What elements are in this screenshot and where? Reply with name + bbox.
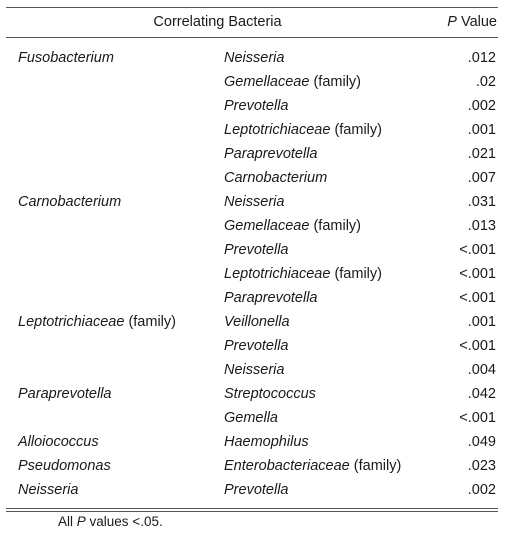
- correlating-bacteria-name: Gemella: [224, 410, 278, 426]
- bacterium-name: Leptotrichiaceae: [18, 314, 125, 330]
- correlating-bacteria-cell: [224, 94, 288, 118]
- bottom-rule-1: [6, 508, 498, 509]
- p-value-cell: <.001: [459, 266, 496, 282]
- correlating-bacteria-name: Gemellaceae: [224, 74, 310, 90]
- footnote-prefix: All: [58, 514, 77, 529]
- p-value-cell: .001: [467, 122, 496, 138]
- p-value-cell: .004: [467, 362, 496, 378]
- p-value-cell: .031: [467, 194, 496, 210]
- bacterium-cell: [18, 382, 112, 406]
- bottom-rule-2: [6, 511, 498, 512]
- bacterium-name: Paraprevotella: [18, 386, 112, 402]
- correlating-bacteria-name: Leptotrichiaceae: [224, 266, 331, 282]
- p-value-cell: .042: [467, 386, 496, 402]
- footnote: [58, 514, 163, 529]
- correlating-bacteria-name: Enterobacteriaceae: [224, 458, 350, 474]
- correlating-bacteria-name: Carnobacterium: [224, 170, 328, 186]
- bacterium-cell: [18, 310, 176, 334]
- p-value-cell: .012: [467, 50, 496, 66]
- p-value-cell: <.001: [459, 410, 496, 426]
- correlating-bacteria-cell: [224, 118, 382, 142]
- correlating-bacteria-cell: [224, 262, 382, 286]
- correlating-bacteria-suffix: (family): [349, 458, 402, 474]
- p-value-cell: <.001: [459, 290, 496, 306]
- p-value-cell: .013: [467, 218, 496, 234]
- table-row: [0, 406, 519, 430]
- correlating-bacteria-name: Prevotella: [224, 338, 289, 354]
- footnote-suffix: values <.05.: [85, 514, 163, 529]
- correlating-bacteria-name: Veillonella: [224, 314, 290, 330]
- table-row: [0, 94, 519, 118]
- table-row: [0, 478, 519, 502]
- header-p-value: [430, 14, 497, 30]
- table-row: [0, 358, 519, 382]
- table-row: [0, 262, 519, 286]
- correlating-bacteria-cell: [224, 238, 288, 262]
- table-row: [0, 70, 519, 94]
- correlating-bacteria-cell: [224, 46, 284, 70]
- correlating-bacteria-name: Prevotella: [224, 482, 289, 498]
- correlating-bacteria-cell: [224, 430, 309, 454]
- p-value-cell: .002: [467, 98, 496, 114]
- correlating-bacteria-suffix: (family): [330, 122, 382, 138]
- header-correlating-bacteria: Correlating Bacteria: [153, 14, 282, 30]
- p-value-cell: .02: [475, 74, 496, 90]
- correlating-bacteria-name: Streptococcus: [224, 386, 316, 402]
- correlating-bacteria-cell: [224, 478, 288, 502]
- bacterium-name: Pseudomonas: [18, 458, 111, 474]
- header-p-rest: Value: [456, 14, 497, 30]
- correlating-bacteria-cell: [224, 358, 284, 382]
- correlating-bacteria-name: Paraprevotella: [224, 290, 318, 306]
- top-rule: [6, 7, 498, 8]
- correlating-bacteria-cell: [224, 334, 288, 358]
- p-value-cell: <.001: [459, 242, 496, 258]
- table-row: [0, 310, 519, 334]
- correlating-bacteria-suffix: (family): [330, 266, 382, 282]
- table-body: [0, 46, 519, 502]
- correlating-bacteria-name: Prevotella: [224, 242, 289, 258]
- correlating-bacteria-suffix: (family): [309, 218, 361, 234]
- bacterium-suffix: (family): [124, 314, 176, 330]
- correlating-bacteria-cell: [224, 310, 290, 334]
- correlating-bacteria-cell: [224, 286, 318, 310]
- correlating-bacteria-cell: [224, 190, 284, 214]
- table-row: [0, 46, 519, 70]
- header-rule: [6, 37, 498, 38]
- bacterium-name: Neisseria: [18, 482, 79, 498]
- bacterium-name: Carnobacterium: [18, 194, 122, 210]
- correlating-bacteria-cell: [224, 454, 401, 478]
- bacterium-cell: [18, 454, 111, 478]
- table-row: [0, 214, 519, 238]
- p-value-cell: .007: [467, 170, 496, 186]
- bacterium-cell: [18, 430, 99, 454]
- p-value-cell: .023: [467, 458, 496, 474]
- correlating-bacteria-suffix: (family): [309, 74, 361, 90]
- footnote-p-italic: P: [76, 514, 86, 529]
- correlating-bacteria-cell: [224, 166, 327, 190]
- p-value-cell: .001: [467, 314, 496, 330]
- correlating-bacteria-cell: [224, 406, 278, 430]
- correlating-bacteria-name: Prevotella: [224, 98, 289, 114]
- bacterium-cell: [18, 190, 121, 214]
- table-row: [0, 286, 519, 310]
- bacterium-name: Alloiococcus: [18, 434, 99, 450]
- bacterium-name: Fusobacterium: [18, 50, 114, 66]
- bacterium-cell: [18, 478, 78, 502]
- bacterium-cell: [18, 46, 114, 70]
- correlating-bacteria-name: Neisseria: [224, 362, 285, 378]
- correlating-bacteria-cell: [224, 70, 361, 94]
- correlating-bacteria-name: Gemellaceae: [224, 218, 310, 234]
- table-header: [0, 10, 519, 34]
- table-row: [0, 382, 519, 406]
- table-row: [0, 238, 519, 262]
- table-row: [0, 118, 519, 142]
- correlating-bacteria-name: Paraprevotella: [224, 146, 318, 162]
- p-value-cell: .002: [467, 482, 496, 498]
- table-row: [0, 430, 519, 454]
- correlating-bacteria-name: Neisseria: [224, 194, 285, 210]
- p-value-cell: .049: [467, 434, 496, 450]
- correlating-bacteria-name: Leptotrichiaceae: [224, 122, 331, 138]
- correlating-bacteria-cell: [224, 382, 316, 406]
- table-row: [0, 454, 519, 478]
- table-row: [0, 334, 519, 358]
- table-row: [0, 166, 519, 190]
- correlating-bacteria-cell: [224, 142, 318, 166]
- correlating-bacteria-cell: [224, 214, 361, 238]
- correlating-bacteria-name: Haemophilus: [224, 434, 309, 450]
- p-value-cell: .021: [467, 146, 496, 162]
- p-value-cell: <.001: [459, 338, 496, 354]
- correlating-bacteria-name: Neisseria: [224, 50, 285, 66]
- header-p-italic: P: [447, 14, 457, 30]
- table-row: [0, 190, 519, 214]
- table-row: [0, 142, 519, 166]
